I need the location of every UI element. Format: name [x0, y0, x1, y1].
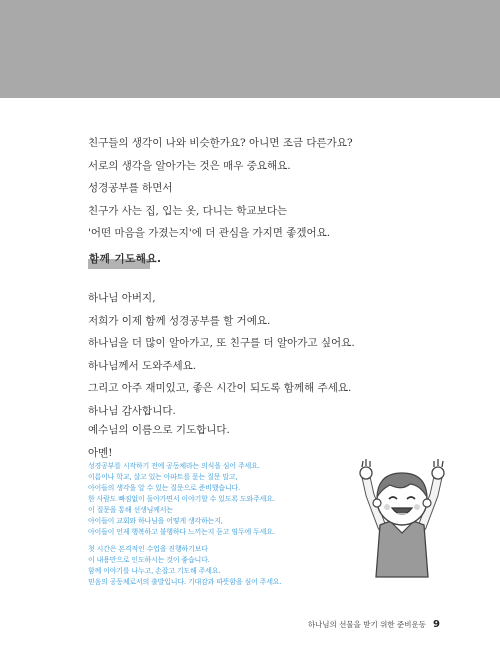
intro-line: '어떤 마음을 가졌는지'에 더 관심을 가지면 좋겠어요. — [88, 227, 331, 240]
note-line: 아이들이 교회와 하나님을 어떻게 생각하는지, — [88, 517, 223, 525]
intro-line: 친구들의 생각이 나와 비슷한가요? 아니면 조금 다른가요? — [88, 137, 353, 149]
teacher-notes-block-1 — [88, 461, 348, 538]
note-line: 믿음의 공동체로서의 출발입니다. 기대감과 따뜻함을 심어 주세요. — [88, 578, 282, 586]
intro-paragraph — [88, 132, 418, 245]
note-line: 함께 이야기를 나누고, 손잡고 기도해 주세요. — [88, 567, 221, 575]
prayer-line: 저희가 이제 함께 성경공부를 할 거예요. — [88, 314, 271, 327]
note-line: 한 사람도 빠짐없이 돌아가면서 이야기할 수 있도록 도와주세요. — [88, 495, 275, 503]
prayer-heading-block — [88, 250, 162, 269]
footer-title: 하나님의 선물을 받기 위한 준비운동 — [307, 620, 427, 629]
note-line: 이름이나 학교, 살고 있는 아파트를 묻는 질문 말고, — [88, 473, 238, 481]
cheering-boy-illustration — [358, 455, 448, 580]
closing-line: 예수님의 이름으로 기도합니다. — [88, 424, 230, 436]
note-line: 아이들이 언제 행복하고 불행하다 느끼는지 듣고 염두에 두세요. — [88, 528, 275, 536]
note-line: 첫 시간은 본격적인 수업을 진행하기보다 — [88, 545, 208, 553]
intro-line: 친구가 사는 집, 입는 옷, 다니는 학교보다는 — [88, 204, 288, 217]
page-footer — [308, 619, 440, 630]
prayer-line: 하나님을 더 많이 알아가고, 또 친구를 더 알아가고 싶어요. — [88, 337, 355, 350]
teacher-notes-block-2 — [88, 544, 348, 588]
prayer-paragraph — [88, 287, 418, 423]
prayer-heading: 함께 기도해요. — [89, 253, 162, 265]
note-line: 아이들의 생각을 알 수 있는 질문으로 준비했습니다. — [88, 484, 240, 492]
prayer-line: 하나님께서 도와주세요. — [88, 359, 197, 372]
top-gray-band — [0, 0, 500, 98]
prayer-line: 하나님 아버지, — [88, 292, 156, 304]
prayer-line: 하나님 감사합니다. — [88, 404, 176, 417]
prayer-line: 그리고 아주 재미있고, 좋은 시간이 되도록 함께해 주세요. — [88, 382, 352, 395]
page-number: 9 — [433, 619, 440, 630]
intro-line: 서로의 생각을 알아가는 것은 매우 중요해요. — [88, 159, 291, 172]
intro-line: 성경공부를 하면서 — [88, 182, 173, 195]
note-line: 성경공부를 시작하기 전에 공동체라는 의식을 심어 주세요. — [88, 462, 260, 470]
note-line: 이 질문을 통해 선생님께서는 — [88, 506, 173, 514]
closing-line: 아멘! — [88, 446, 113, 459]
note-line: 이 내용만으로 인도하시는 것이 좋습니다. — [88, 556, 210, 564]
